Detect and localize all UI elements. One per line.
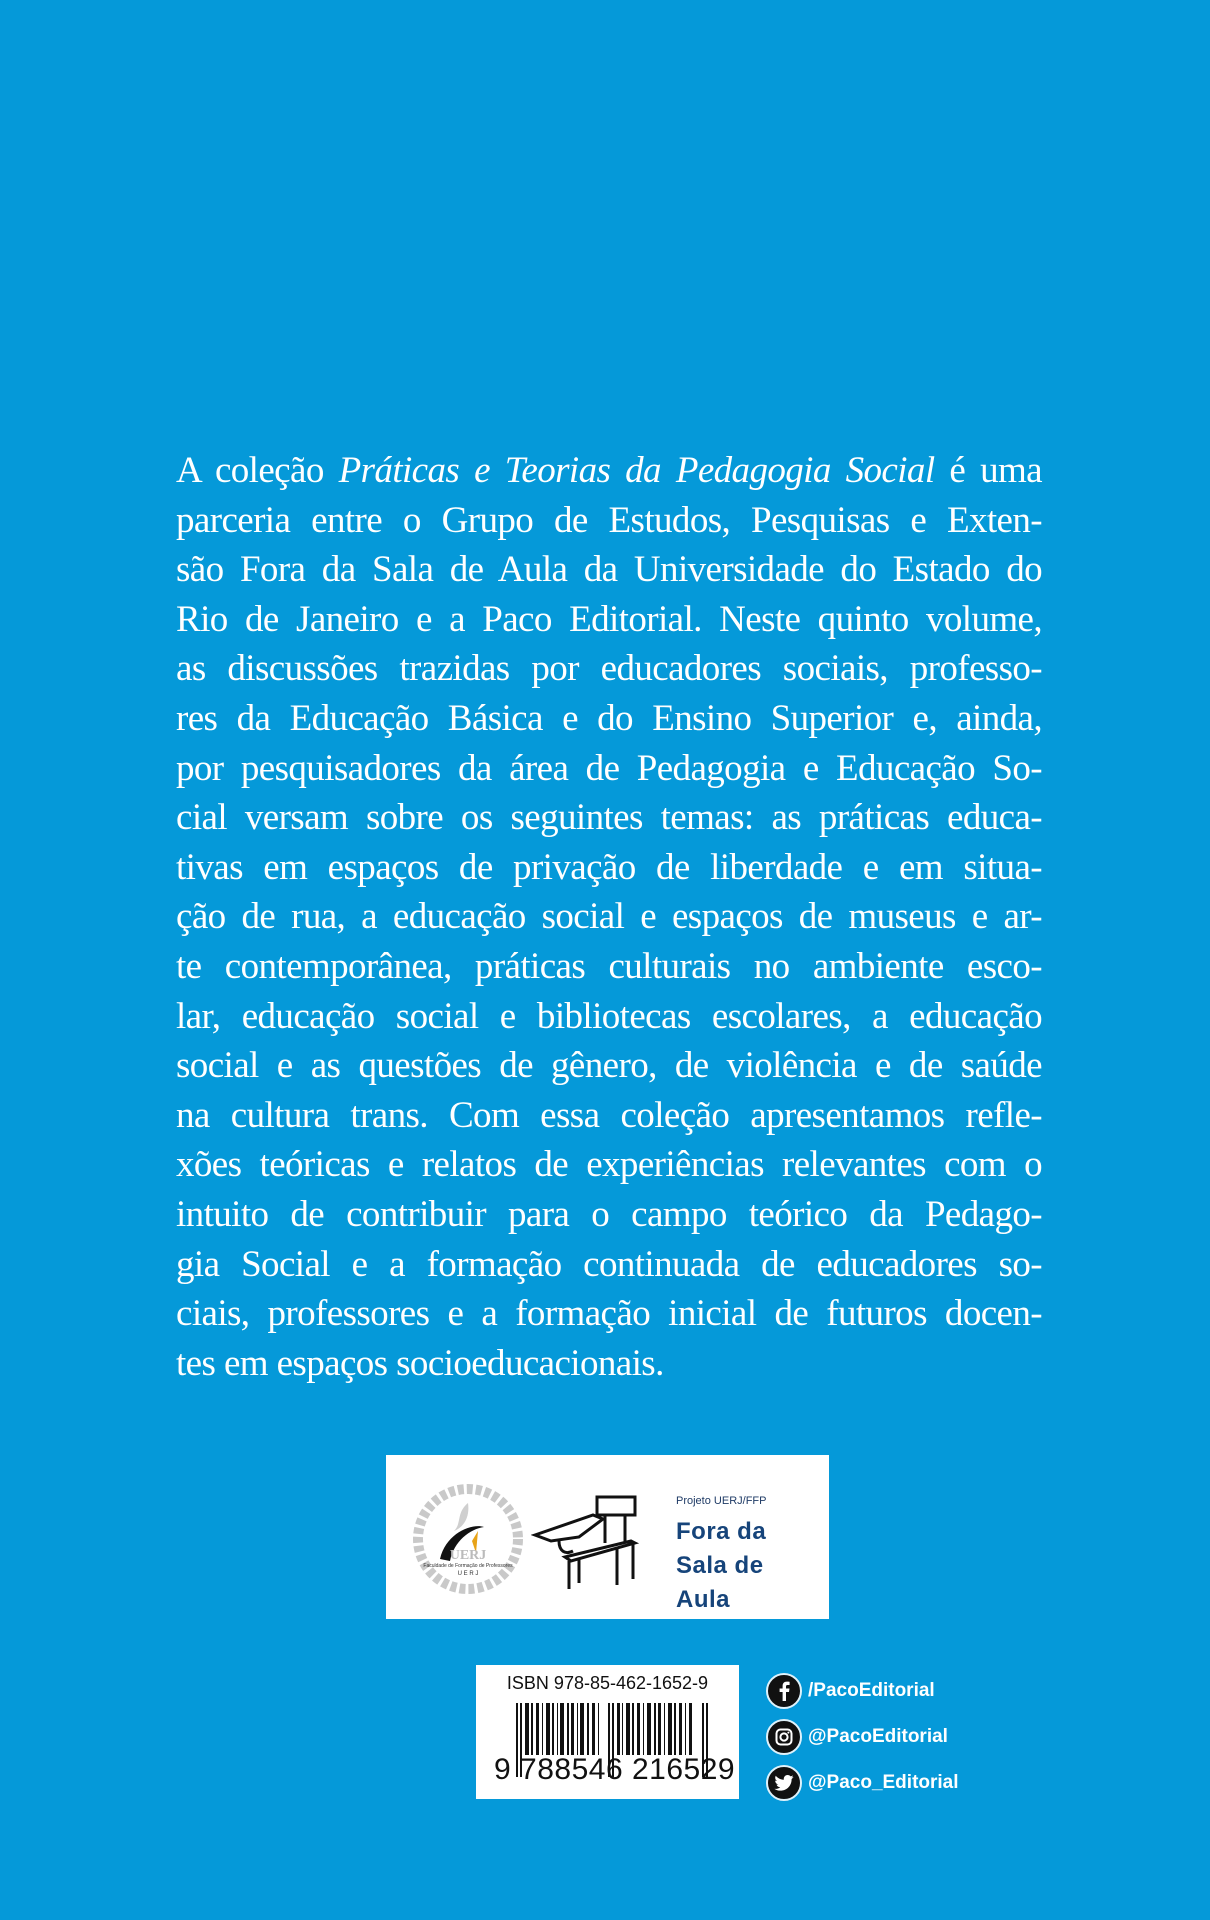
- blurb-line: intuito de contribuir para o campo teórico da Pedago-: [176, 1193, 1042, 1235]
- blurb-line: social e as questões de gênero, de violência e de saúde: [176, 1045, 1042, 1087]
- svg-text:Faculdade de Formação de Profe: Faculdade de Formação de Professores: [423, 1563, 513, 1569]
- blurb-line: ciais, professores e a formação inicial de futuros docen-: [176, 1293, 1042, 1335]
- school-desk-icon: [531, 1485, 643, 1597]
- blurb-line: são Fora da Sala de Aula da Universidade do Estado do: [176, 549, 1042, 591]
- blurb-line: tes em espaços socioeducacionais.: [176, 1342, 664, 1384]
- isbn-barcode: [476, 1665, 739, 1799]
- blurb-line: Rio de Janeiro e a Paco Editorial. Neste quinto volume,: [176, 598, 1042, 640]
- blurb-line: te contemporânea, práticas culturais no ambiente esco-: [176, 945, 1042, 987]
- blurb-line: tivas em espaços de privação de liberdade e em situa-: [176, 846, 1042, 888]
- social-twitter[interactable]: [766, 1760, 959, 1806]
- twitter-handle: @Paco_Editorial: [808, 1772, 959, 1793]
- social-instagram[interactable]: [766, 1714, 959, 1760]
- blurb-line: xões teóricas e relatos de experiências relevantes com o: [176, 1144, 1042, 1186]
- svg-text:U E R J: U E R J: [457, 1571, 479, 1577]
- project-title: Fora da Sala de Aula: [676, 1518, 767, 1613]
- blurb-line: por pesquisadores da área de Pedagogia e Educação So-: [176, 747, 1042, 789]
- barcode-digits: 9 788546 216529: [494, 1753, 736, 1786]
- svg-text:UERJ: UERJ: [449, 1548, 487, 1563]
- social-facebook[interactable]: [766, 1668, 959, 1714]
- blurb-line: A coleção Práticas e Teorias da Pedagogia Social é uma: [176, 450, 1042, 491]
- blurb-line: res da Educação Básica e do Ensino Superior e, ainda,: [176, 697, 1042, 739]
- blurb-line: na cultura trans. Com essa coleção apresentamos refle-: [176, 1094, 1042, 1136]
- blurb-line: lar, educação social e bibliotecas escolares, a educação: [176, 995, 1042, 1037]
- instagram-icon: [766, 1719, 802, 1755]
- twitter-icon: [766, 1765, 802, 1801]
- social-links: [766, 1668, 959, 1806]
- blurb-line: as discussões trazidas por educadores sociais, professo-: [176, 648, 1042, 690]
- instagram-handle: @PacoEditorial: [808, 1726, 948, 1747]
- facebook-handle: /PacoEditorial: [808, 1680, 935, 1701]
- blurb-line: ção de rua, a educação social e espaços de museus e ar-: [176, 896, 1042, 938]
- facebook-icon: [766, 1673, 802, 1709]
- blurb-line: cial versam sobre os seguintes temas: as práticas educa-: [176, 797, 1042, 839]
- blurb-line: parceria entre o Grupo de Estudos, Pesquisas e Exten-: [176, 499, 1042, 541]
- isbn-number: ISBN 978-85-462-1652-9: [506, 1673, 709, 1693]
- project-label: Projeto UERJ/FFP: [676, 1495, 767, 1507]
- back-cover-blurb: [176, 446, 1042, 1388]
- partner-logos: [386, 1455, 829, 1619]
- blurb-line: gia Social e a formação continuada de educadores so-: [176, 1243, 1042, 1285]
- uerj-seal-icon: [412, 1483, 524, 1595]
- collection-title: Práticas e Teorias da Pedagogia Social: [338, 450, 935, 491]
